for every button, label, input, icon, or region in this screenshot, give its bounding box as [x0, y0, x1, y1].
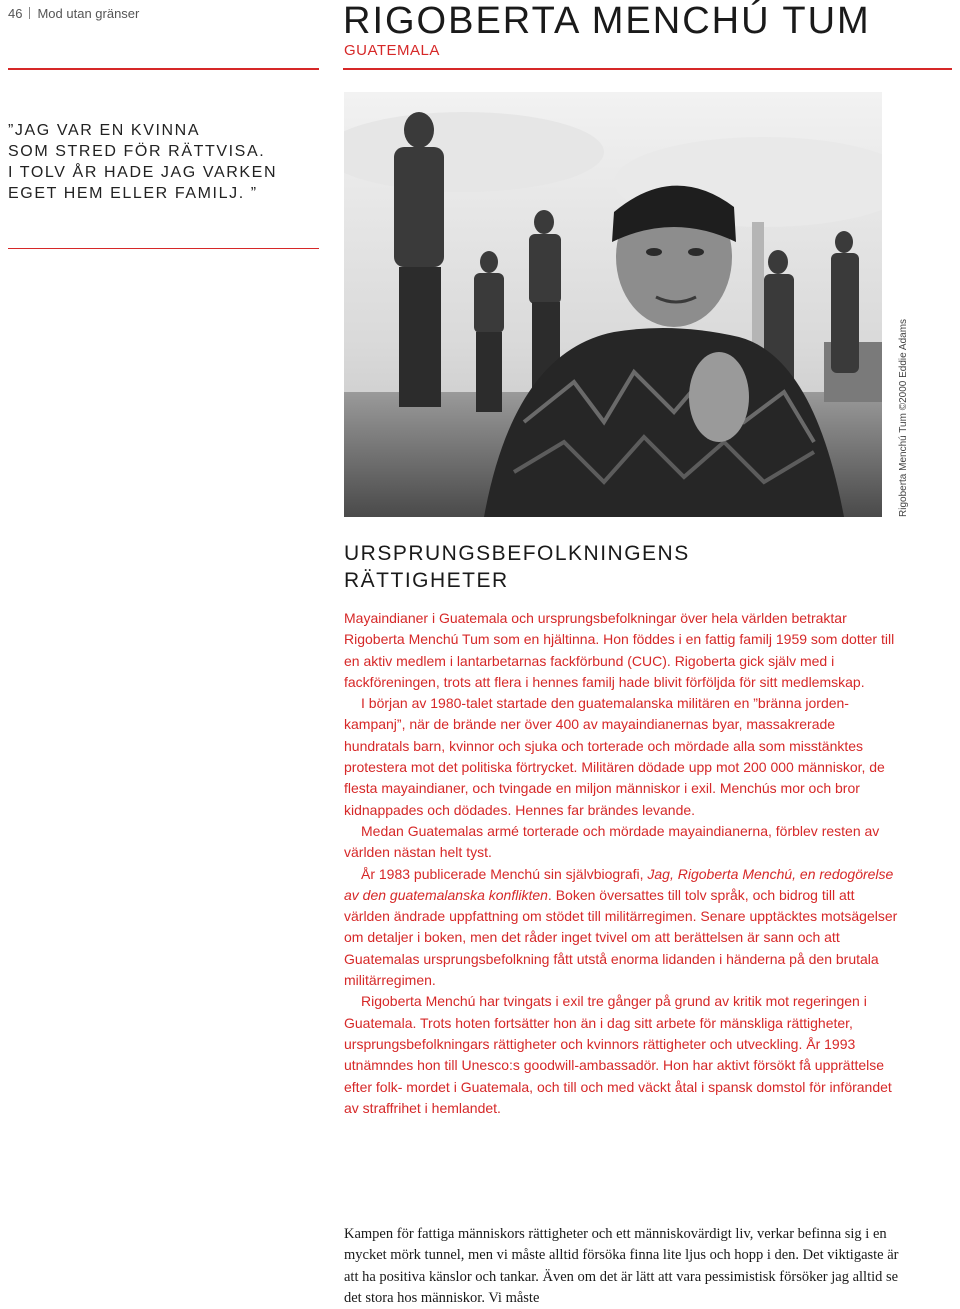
article-body — [344, 608, 904, 1119]
body-paragraph: I början av 1980-talet startade den guatemalanska militären en ”bränna jorden-kampanj”, när de brände ner över 400 av mayaindianernas byar, massakrerade hundratals barn, kvinnor och sjuka och torterade och mördade alla som misstänktes protestera mot det politiska förtrycket. Militären dödade upp mot 200 000 människor, de flesta mayaindianer, och tvingade en miljon människor i exil. Menchús mor och bror kidnappades och dödades. Hennes far brändes levande. — [344, 695, 885, 818]
closing-paragraph: Kampen för fattiga människors rättigheter och ett människovärdigt liv, verkar befinna sig i en mycket mörk tunnel, men vi måste alltid försöka finna lite ljus och hopp i den. Det viktigaste är att ha positiva känslor och tankar. Även om det är lätt att vara pessimistisk försöker jag alltid se det stora hos människor. Vi måste — [344, 1226, 899, 1306]
portrait-photo-illustration — [344, 92, 882, 517]
header-rule-right — [343, 68, 952, 70]
photo-credit: Rigoberta Menchú Tum ©2000 Eddie Adams — [898, 318, 909, 517]
section-title — [344, 540, 690, 594]
book-title-italic: Jag, Rigoberta Menchú, en redogörelse av den guatemalanska konflikten — [344, 865, 894, 903]
body-paragraph: Rigoberta Menchú har tvingats i exil tre gånger på grund av kritik mot regeringen i Guatemala. Trots hoten fortsätter hon än i dag sitt arbete för mänskliga rättigheter, ursprungsbefolkningars rättigheter och kvinnors rättigheter och utveckling. År 1993 utnämndes hon till Unesco:s goodwill-ambassadör. Hon har aktivt försökt få upprättelse efter folk- mordet i Guatemala, och till och med väckt åtal i spansk domstol för införandet av straffrihet i hemlandet. — [344, 993, 892, 1116]
header-rule-left — [8, 68, 319, 70]
paragraph-text: År 1983 publicerade Menchú sin självbiografi, — [361, 865, 648, 882]
header-divider — [29, 7, 30, 19]
quote-rule — [8, 248, 319, 249]
body-paragraph: Medan Guatemalas armé torterade och mördade mayaindianerna, förblev resten av världen nästan helt tyst. — [344, 822, 880, 861]
body-paragraph: Mayaindianer i Guatemala och ursprungsbefolkningar över hela världen betraktar Rigoberta Menchú Tum som en hjältinna. Hon föddes i en fattig familj 1959 som dotter till en aktiv medlem i lantarbetarnas fackförbund (CUC). Rigoberta gick själv med i fackföreningen, trots att flera i hennes familj hade blivit förföljda för sitt medlemskap. — [344, 610, 895, 690]
portrait-photo — [344, 92, 882, 517]
closing-quote — [344, 1224, 904, 1309]
article-country: GUATEMALA — [344, 42, 440, 59]
quote-line: SOM STRED FÖR RÄTTVISA. — [8, 143, 266, 160]
page-number: 46 — [8, 6, 23, 21]
article-title: RIGOBERTA MENCHÚ TUM — [343, 0, 871, 42]
page-header — [8, 6, 139, 21]
body-paragraph — [344, 864, 904, 992]
book-title: Mod utan gränser — [37, 6, 140, 21]
paragraph-text: . Boken översattes till tolv språk, och bidrog till att världen ändrade uppfattning om stödet till militärregimen. Senare upptäcktes motsägelser om detaljer i boken, men det råder inget tvivel om att berättelsen är sann och att Guatemalas ursprungsbefolkning fått utstå enorma lidanden i händerna på den brutala militärregimen. — [344, 886, 898, 989]
section-title-line: RÄTTIGHETER — [344, 569, 509, 592]
section-title-line: URSPRUNGSBEFOLKNINGENS — [344, 542, 690, 565]
quote-line: EGET HEM ELLER FAMILJ. ” — [8, 185, 258, 202]
quote-line: ”JAG VAR EN KVINNA — [8, 122, 201, 139]
pull-quote — [8, 120, 318, 204]
quote-line: I TOLV ÅR HADE JAG VARKEN — [8, 164, 278, 181]
